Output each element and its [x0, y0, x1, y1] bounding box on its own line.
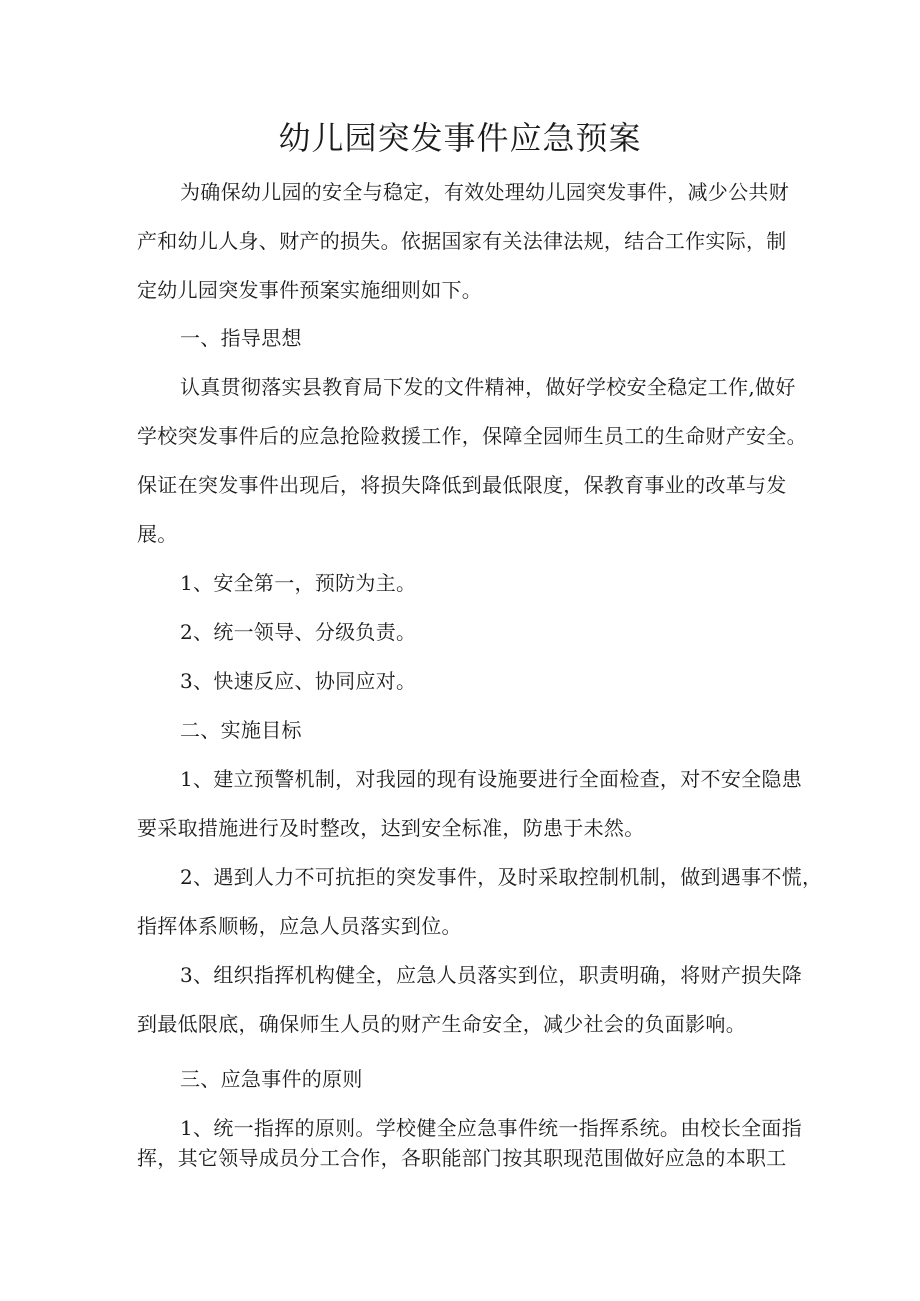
list-item: 1、安全第一，预防为主。 — [180, 571, 417, 595]
list-item: 3、快速反应、协同应对。 — [180, 669, 417, 693]
section-heading: 三、应急事件的原则 — [180, 1067, 363, 1091]
paragraph-line: 保证在突发事件出现后，将损失降低到最低限度，保教育事业的改革与发 — [137, 473, 787, 497]
section-heading: 一、指导思想 — [180, 326, 302, 350]
paragraph-line: 定幼儿园突发事件预案实施细则如下。 — [137, 278, 483, 302]
paragraph-line: 指挥体系顺畅，应急人员落实到位。 — [137, 914, 462, 938]
paragraph-line: 学校突发事件后的应急抢险救援工作，保障全园师生员工的生命财产安全。 — [137, 424, 807, 448]
paragraph-line: 展。 — [137, 522, 178, 546]
paragraph-line: 1、统一指挥的原则。学校健全应急事件统一指挥系统。由校长全面指 — [180, 1116, 803, 1140]
section-heading: 二、实施目标 — [180, 718, 302, 742]
paragraph-line: 认真贯彻落实县教育局下发的文件精神，做好学校安全稳定工作,做好 — [180, 375, 796, 399]
document-title: 幼儿园突发事件应急预案 — [278, 119, 642, 157]
paragraph-line: 产和幼儿人身、财产的损失。依据国家有关法律法规，结合工作实际，制 — [137, 229, 787, 253]
paragraph-line: 为确保幼儿园的安全与稳定，有效处理幼儿园突发事件，减少公共财 — [180, 180, 789, 204]
paragraph-line: 挥，其它领导成员分工合作，各职能部门按其职现范围做好应急的本职工 — [137, 1146, 787, 1170]
paragraph-line: 要采取措施进行及时整改，达到安全标准，防患于未然。 — [137, 816, 645, 840]
paragraph-line: 2、遇到人力不可抗拒的突发事件，及时采取控制机制，做到遇事不慌， — [180, 865, 823, 889]
paragraph-line: 到最低限底，确保师生人员的财产生命安全，减少社会的负面影响。 — [137, 1012, 746, 1036]
paragraph-line: 1、建立预警机制，对我园的现有设施要进行全面检查，对不安全隐患 — [180, 767, 803, 791]
list-item: 2、统一领导、分级负责。 — [180, 620, 417, 644]
paragraph-line: 3、组织指挥机构健全，应急人员落实到位，职责明确，将财产损失降 — [180, 963, 803, 987]
